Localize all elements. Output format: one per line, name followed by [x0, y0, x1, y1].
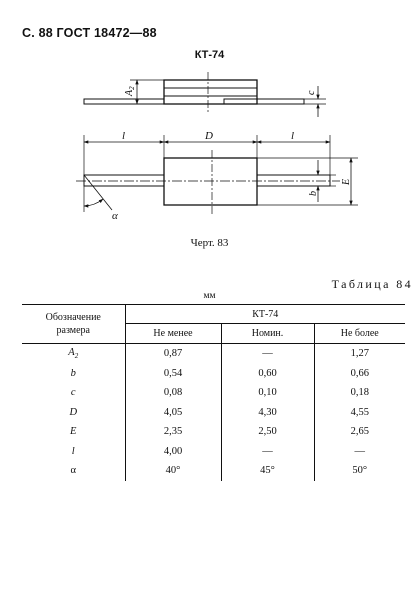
value-max: 0,66 — [314, 364, 405, 384]
label-E: E — [341, 178, 352, 185]
value-min: 0,87 — [125, 344, 221, 364]
column-header: Не менее — [125, 324, 221, 344]
label-A2: $A_2$ — [124, 86, 136, 96]
value-min: 4,00 — [125, 442, 221, 462]
value-nom: — — [221, 344, 314, 364]
value-nom: — — [221, 442, 314, 462]
param-header: Обозначение размера — [22, 305, 125, 344]
dimensions-table — [22, 304, 405, 481]
side-view-lead-left — [84, 99, 164, 104]
page-header: С. 88 ГОСТ 18472—88 — [22, 26, 157, 40]
value-nom: 0,10 — [221, 383, 314, 403]
param-symbol: E — [70, 426, 77, 438]
units-label: мм — [203, 291, 216, 301]
param-symbol: b — [70, 367, 76, 379]
label-c: c — [306, 90, 317, 95]
value-nom: 0,60 — [221, 364, 314, 384]
top-view-body — [164, 158, 257, 205]
table-row — [22, 422, 405, 442]
top-view-lead-left — [84, 175, 164, 186]
top-view — [76, 135, 358, 215]
value-max: 0,18 — [314, 383, 405, 403]
value-min: 4,05 — [125, 403, 221, 423]
column-header: Номин. — [221, 324, 314, 344]
value-nom: 2,50 — [221, 422, 314, 442]
value-nom: 45° — [221, 461, 314, 481]
label-l-left: l — [122, 130, 126, 142]
param-symbol: l — [71, 445, 75, 457]
side-view-body — [164, 80, 257, 104]
value-min: 0,08 — [125, 383, 221, 403]
group-header: КТ-74 — [125, 305, 405, 324]
value-max: 50° — [314, 461, 405, 481]
label-D: D — [205, 130, 213, 142]
side-view — [84, 72, 326, 117]
param-symbol: α — [70, 465, 76, 477]
table-caption: Таблица 84 — [331, 277, 413, 291]
value-max: — — [314, 442, 405, 462]
param-symbol: $A_2$ — [68, 347, 79, 361]
column-header: Не более — [314, 324, 405, 344]
top-view-lead-right — [257, 175, 330, 186]
label-l-right: l — [291, 130, 295, 142]
value-min: 0,54 — [125, 364, 221, 384]
value-nom: 4,30 — [221, 403, 314, 423]
value-min: 40° — [125, 461, 221, 481]
side-view-lead-right — [224, 99, 304, 104]
value-max: 1,27 — [314, 344, 405, 364]
value-max: 2,65 — [314, 422, 405, 442]
figure-caption: Черт. 83 — [190, 237, 229, 249]
table-row — [22, 364, 405, 384]
figure-title: КТ-74 — [194, 49, 225, 61]
table-row — [22, 461, 405, 481]
param-symbol: D — [69, 406, 78, 418]
value-min: 2,35 — [125, 422, 221, 442]
table-row — [22, 383, 405, 403]
table-row — [22, 442, 405, 462]
value-max: 4,55 — [314, 403, 405, 423]
label-b: b — [308, 191, 319, 196]
param-symbol: c — [70, 387, 76, 399]
label-alpha: α — [112, 210, 118, 222]
table-row — [22, 403, 405, 423]
table-row — [22, 344, 405, 364]
